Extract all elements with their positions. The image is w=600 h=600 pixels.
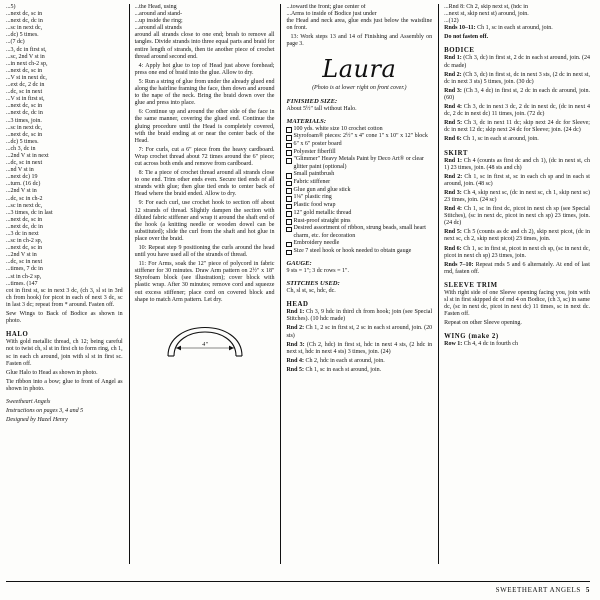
column-divider <box>438 4 439 564</box>
column-1 <box>6 4 129 564</box>
finished-size-text: About 5½" tall without Halo. <box>286 105 357 112</box>
row-text: (Ch 3, dc) in first st, dc in next 3 sts, (2 dc in next st, dc in next 3 sts) 5 times, join. (30 dc) <box>444 71 590 85</box>
sleeve-repeat-text: Repeat on other Sleeve opening. <box>444 320 522 327</box>
sleeve-trim-heading: SLEEVE TRIM <box>444 281 498 289</box>
pattern-row <box>444 55 590 69</box>
paragraph-step-5: 5: Run a string of glue from under the already glued end along the hairline framing the face, then down and around to the nape of the neck. Bring the braid down over the glue and press into place. <box>134 78 275 107</box>
clipped-line: ...times, 7 dc in <box>6 266 43 273</box>
paragraph-step-9: 9: For each curl, use crochet hook to section off about 12 strands of thread. Slightly dampen the section with diluted fabric stiffener and wrap it around the shaft end of the hook (a knitting needle or wooden dowel can be substituted); slide the curl from the shaft and hot glue in place over the braid. <box>134 200 275 242</box>
col3-clipped-text <box>286 4 432 18</box>
finished-size-heading: FINISHED SIZE: <box>286 97 338 105</box>
clipped-line: ...dc) 5 times. <box>6 32 39 39</box>
clipped-line: ...around all strands <box>134 25 182 32</box>
paragraph: Sew Wings to Back of Bodice as shown in photo. <box>6 311 123 325</box>
svg-text:4": 4" <box>201 341 208 348</box>
pattern-row <box>286 309 432 323</box>
pattern-row <box>444 88 590 102</box>
row-label: Rnd 4: <box>286 357 304 364</box>
row-text: Ch 1, sc in each st around, join. <box>477 25 553 32</box>
arm-pattern-diagram <box>135 308 275 360</box>
materials-list <box>286 126 432 255</box>
row-label: Rnd 4: <box>444 104 462 111</box>
row-text: (Ch 2, hdc) in first st, hdc in next 4 sts, (2 hdc in next st, hdc in next 4 sts) 3 times, join. (24) <box>286 341 433 355</box>
list-item[interactable]: Styrofoam® pieces: 2½" x 4" cone 1" x 10" x 12" block <box>286 133 432 140</box>
clipped-line: ...dc) 5 times. <box>6 138 39 145</box>
clipped-line: ...ext dc, 2 dc in <box>6 82 45 89</box>
gauge-text: 9 sts = 1"; 3 dc rows = 1". <box>286 268 349 275</box>
col4-clipped-text <box>444 4 590 25</box>
clipped-line: ...sc, 2nd V st in <box>6 53 45 60</box>
clipped-line: ...next dc, dc in <box>6 18 43 25</box>
clipped-line: ...next dc, sc in <box>6 11 43 18</box>
row-label: Rnd 6: <box>444 245 462 252</box>
pattern-row <box>444 136 590 143</box>
clipped-line: ...the Head, using <box>134 4 177 10</box>
col2-clipped-text <box>135 4 275 32</box>
list-item[interactable]: 100 yds. white size 10 crochet cotton <box>286 126 432 133</box>
clipped-line: ...5) <box>6 4 16 10</box>
row-label: Rnd 2: <box>444 71 462 78</box>
stitches-text: Ch, sl st, sc, hdc, dc. <box>286 288 336 295</box>
column-divider <box>280 4 281 564</box>
photo-note: (Photo is at lower right on front cover.) <box>312 84 407 91</box>
clipped-line: ...ch 3, dc in <box>6 145 36 152</box>
clipped-line: ...Arms to inside of Bodice just under <box>286 11 377 18</box>
row-label: Rnd 1: <box>286 309 305 316</box>
clipped-line: ...next dc, sc in <box>6 131 43 138</box>
row-text: Ch 2, hdc in each st around, join. <box>305 357 385 364</box>
clipped-line: ...3 times, join. <box>6 117 42 124</box>
list-item[interactable]: 6" x 6" poster board <box>286 141 432 148</box>
clipped-line: ...next dc, dc in <box>6 110 43 117</box>
clipped-line: ...next dc) 19 <box>6 174 38 181</box>
pattern-row <box>444 158 590 172</box>
gauge-heading: GAUGE: <box>286 260 312 268</box>
clipped-line: ...times. (147 <box>6 280 38 287</box>
list-item[interactable]: 12" gold metallic thread <box>286 210 432 217</box>
column-divider <box>129 4 130 564</box>
clipped-line: ...next dc, dc in <box>6 223 43 230</box>
row-text: Ch 3, dc in next 11 dc; skip next 24 dc for Sleeve; dc in next 12 dc; skip next 24 dc for Sleeve; join. (24 dc) <box>444 120 590 134</box>
row-label: Row 1: <box>444 341 463 348</box>
page-footer <box>6 581 590 598</box>
clipped-line: ...3 times, dc in last <box>6 209 53 216</box>
clipped-line: ...Rnd 8: Ch 2, skip next st, (hdc in <box>444 4 528 10</box>
pattern-row <box>444 174 590 188</box>
clipped-line: ...(7 dc) <box>6 39 25 46</box>
row-label: Rnd 1: <box>444 157 462 164</box>
row-text: Ch 1, sc in first dc, picot in next ch sp (see Special Stitches), (sc in next dc, picot in next ch sp) 23 times, join. (24 dc) <box>444 206 590 227</box>
pattern-title: Laura <box>322 54 397 83</box>
sleeve-trim-text: With right side of one Sleeve opening facing you, join with sl st in first skipped dc of rnd 4 on Bodice, (ch 3, sc) in same dc, (sc in next dc, picot in next dc) 11 times, sc in next dc. Fasten off. <box>444 289 590 318</box>
pattern-row <box>444 120 590 134</box>
clipped-line: ...dc, sc in next <box>6 160 43 167</box>
clipped-line: ...dc, sc in next <box>6 89 43 96</box>
row-text: Repeat rnds 5 and 6 alternately. At end of last rnd, fasten off. <box>444 261 590 275</box>
row-text: Ch 3, dc in next 3 dc, 2 dc in next dc, (dc in next 4 dc, 2 dc in next dc) 11 times, join. (72 dc) <box>444 104 590 118</box>
clipped-line: ...toward the front; glue center of <box>286 4 366 10</box>
pattern-row <box>286 325 432 339</box>
clipped-line: ...2nd V st in <box>6 252 37 259</box>
row-label: Rnd 1: <box>444 55 462 62</box>
stitches-heading: STITCHES USED: <box>286 280 340 288</box>
column-2 <box>129 4 281 564</box>
list-item[interactable]: Desired assortment of ribbon, strung beads, small heart charm, etc. for decoration <box>286 225 432 239</box>
clipped-line: ...(12) <box>444 18 459 25</box>
pattern-row <box>444 229 590 243</box>
pattern-row <box>444 206 590 227</box>
pattern-row <box>286 358 432 365</box>
pattern-row <box>286 367 432 374</box>
arm-pattern-shape <box>162 308 248 360</box>
clipped-line: ...turn. (16 dc) <box>6 181 41 188</box>
pattern-row <box>444 190 590 204</box>
row-label: Rnd 3: <box>444 189 462 196</box>
footer-title: SWEETHEART ANGELS <box>495 586 581 594</box>
clipped-line: ...up inside the ring; <box>134 18 183 25</box>
row-label: Rnd 4: <box>444 206 463 213</box>
section-heading-halo: HALO <box>6 331 29 339</box>
row-text: (Ch 3, dc) in first st, 2 dc in each st around, join. (24 dc made) <box>444 55 590 69</box>
pattern-row <box>286 342 432 356</box>
list-item[interactable]: Small paintbrush <box>286 171 432 178</box>
list-item[interactable]: Fabric stiffener <box>286 179 432 186</box>
paragraph-step-13: 13: Work steps 13 and 14 of Finishing and Assembly on page 3. <box>286 34 433 48</box>
clipped-line: ...next dc, sc in <box>6 216 43 223</box>
clipped-line: ...next dc, sc in <box>6 103 43 110</box>
footer-page-number: 5 <box>585 586 590 594</box>
paragraph: around all strands close to one end; brush to remove all tangles. Divide strands into three equal parts and braid for entire length of strands, then tie another piece of crochet thread around second end. <box>134 32 275 60</box>
clipped-line: ...dc, sc in next <box>6 259 43 266</box>
caption-instructions: Instructions on pages 3, 4 and 5 <box>6 408 84 415</box>
list-item[interactable]: Plastic food wrap <box>286 202 432 209</box>
clipped-line: ...sc in next dc, <box>6 124 43 131</box>
paragraph-step-8: 8: Tie a piece of crochet thread around all strands close to one end. Trim other ends even. Secure tied ends of all strands with glue; then glue tied ends to center back of Head where the braid ended. Allow to dry. <box>134 170 275 198</box>
row-label: Rnd 6: <box>444 136 462 143</box>
row-text: Ch 1, sc in first st, picot in next ch sp, (sc in next dc, picot in next ch sp) 23 times, join. <box>444 245 590 259</box>
clipped-line: ...next dc, sc in <box>6 67 43 74</box>
col1-clipped-text <box>6 4 123 288</box>
pattern-row <box>444 341 590 348</box>
row-text: Ch 1, sc in each st around, join. <box>463 136 539 143</box>
clipped-line: ...sc in next dc, <box>6 202 43 209</box>
clipped-line: ...sc in next dc, <box>6 25 43 32</box>
list-item[interactable]: Size 7 steel hook or hook needed to obtain gauge <box>286 248 432 255</box>
column-4 <box>438 4 590 564</box>
page-columns <box>6 4 590 564</box>
clipped-line: ...2nd V st in next <box>6 152 49 159</box>
list-item[interactable]: Embroidery needle <box>286 240 432 247</box>
row-label: Rnds 10–11: <box>444 25 476 32</box>
paragraph-step-6: 6: Continue up and around the other side of the face in the same manner, covering the glued end. Continue the gluing procedure until the Head is completely covered, with the braid ending at or near the center back of the Head. <box>134 109 275 144</box>
paragraph-step-11: 11: For Arms, soak the 12" piece of polycord in fabric stiffener for 30 minutes. Draw Arm pattern on 2½" x 18" Styrofoam block (see illustration); cover block with plastic wrap. After 30 minutes; remove cord and squeeze out excess stiffener; place cord on covered block and shape to match Arm pattern. Let dry. <box>134 261 275 303</box>
pattern-row <box>444 72 590 86</box>
list-item[interactable]: Glue gun and glue stick <box>286 187 432 194</box>
pattern-row <box>444 246 590 260</box>
row-label: Rnd 2: <box>444 173 463 180</box>
row-label: Rnd 3: <box>286 341 305 348</box>
materials-heading: MATERIALS: <box>286 117 327 125</box>
clipped-line: ...in next ch-2 sp, <box>6 60 48 67</box>
clipped-line: ...3 dc in next <box>6 231 39 237</box>
paragraph: the Head and neck area, glue ends just below the waistline on front. <box>286 18 433 32</box>
pattern-row <box>444 25 590 32</box>
paragraph: cot in first st, sc in next 3 dc, (ch 3, sl st in 3rd ch from hook) for picot in each of next 3 dc, sc in last 3 dc; repeat from * around. Fasten off. <box>6 287 123 308</box>
paragraph-step-7: 7: For curls, cut a 6" piece from the heavy cardboard. Wrap crochet thread about 72 times around the 6" piece; cut across both ends and remove from cardboard. <box>134 146 275 167</box>
caption-designer: Designed by Hazel Henry <box>6 417 68 424</box>
list-item[interactable]: Rust-proof straight pins <box>286 218 432 225</box>
clipped-line: ...dc, sc in ch-2 <box>6 195 43 202</box>
paragraph-step-4: 4: Apply hot glue to top of Head just above forehead; press one end of braid into the glue. Allow to dry. <box>134 62 275 76</box>
pattern-row <box>444 262 590 276</box>
row-label: Rnd 3: <box>444 87 462 94</box>
paragraph: With gold metallic thread, ch 12; being careful not to twist ch, sl st in first ch to form ring, ch 1, sc in each ch around, join with sl st in first sc. Fasten off. <box>6 339 123 367</box>
head-heading: HEAD <box>286 301 309 309</box>
column-3 <box>280 4 438 564</box>
row-text: Ch 3, 9 hdc in third ch from hook; join (see Special Stitches). (10 hdc made) <box>286 309 433 323</box>
paragraph: Tie ribbon into a bow; glue to front of Angel as shown in photo. <box>6 378 123 392</box>
row-label: Rnd 5: <box>286 366 304 373</box>
row-text: Ch 1, 2 sc in first st, 2 sc in each st around, join. (20 sts) <box>286 325 433 339</box>
clipped-line: ...next dc, sc in <box>6 245 43 252</box>
caption-title: Sweetheart Angels <box>6 398 51 405</box>
wing-heading: WING (make 2) <box>444 333 499 341</box>
list-item[interactable]: Polyester fiberfill <box>286 149 432 156</box>
clipped-line: ...sc in ch-2 sp, <box>6 238 43 245</box>
paragraph-step-10: 10: Repeat step 9 positioning the curls around the head until you have used all of the strands of thread. <box>134 245 275 259</box>
clipped-line: ...next st, skip next st) around, join. <box>444 11 529 18</box>
row-label: Rnd 5: <box>444 229 462 236</box>
list-item[interactable]: "Glimmer" Heavy Metals Paint by Deco Art® or clear glitter paint (optional) <box>286 156 432 170</box>
clipped-line: ...3, dc in first st, <box>6 46 47 53</box>
row-label: Rnds 7–10: <box>444 261 474 268</box>
fasten-off-note: Do not fasten off. <box>444 34 489 41</box>
row-text: Ch 1, sc in each st around, join. <box>305 366 382 373</box>
clipped-line: ...V st in first st, <box>6 96 45 103</box>
skirt-heading: SKIRT <box>444 149 469 157</box>
row-label: Rnd 2: <box>286 325 305 332</box>
row-text: Ch 5 (counts as dc and ch 2), skip next picot, (dc in next sc, ch 2, skip next picot) 23 times, join. <box>444 229 590 243</box>
clipped-line: ...V st in next dc, <box>6 74 47 81</box>
clipped-line: ...around and stand- <box>134 11 183 18</box>
row-text: Ch 4, 4 dc in fourth ch <box>463 341 518 348</box>
list-item[interactable]: 1⅛" plastic ring <box>286 194 432 201</box>
bodice-heading: BODICE <box>444 47 475 55</box>
row-text: (Ch 3, 4 dc) in first st, 2 dc in each dc around, join. (60) <box>444 87 590 101</box>
paragraph: Glue Halo to Head as shown in photo. <box>6 369 98 376</box>
row-label: Rnd 5: <box>444 120 463 127</box>
row-text: Ch 4 (counts as first dc and ch 1), (dc in next st, ch 1) 23 times, join. (48 sts and ch) <box>444 157 590 171</box>
row-text: Ch 1, sc in first st, sc in each ch sp and in each st around, join. (48 sc) <box>444 173 590 187</box>
clipped-line: ...nd V st in <box>6 167 34 174</box>
row-text: Ch 4, skip next sc, (dc in next sc, ch 1, skip next sc) 23 times, join. (24 sc) <box>444 189 590 203</box>
clipped-line: ...st in ch-2 sp, <box>6 273 42 280</box>
clipped-line: ...2nd V st in <box>6 188 37 195</box>
pattern-row <box>444 104 590 118</box>
